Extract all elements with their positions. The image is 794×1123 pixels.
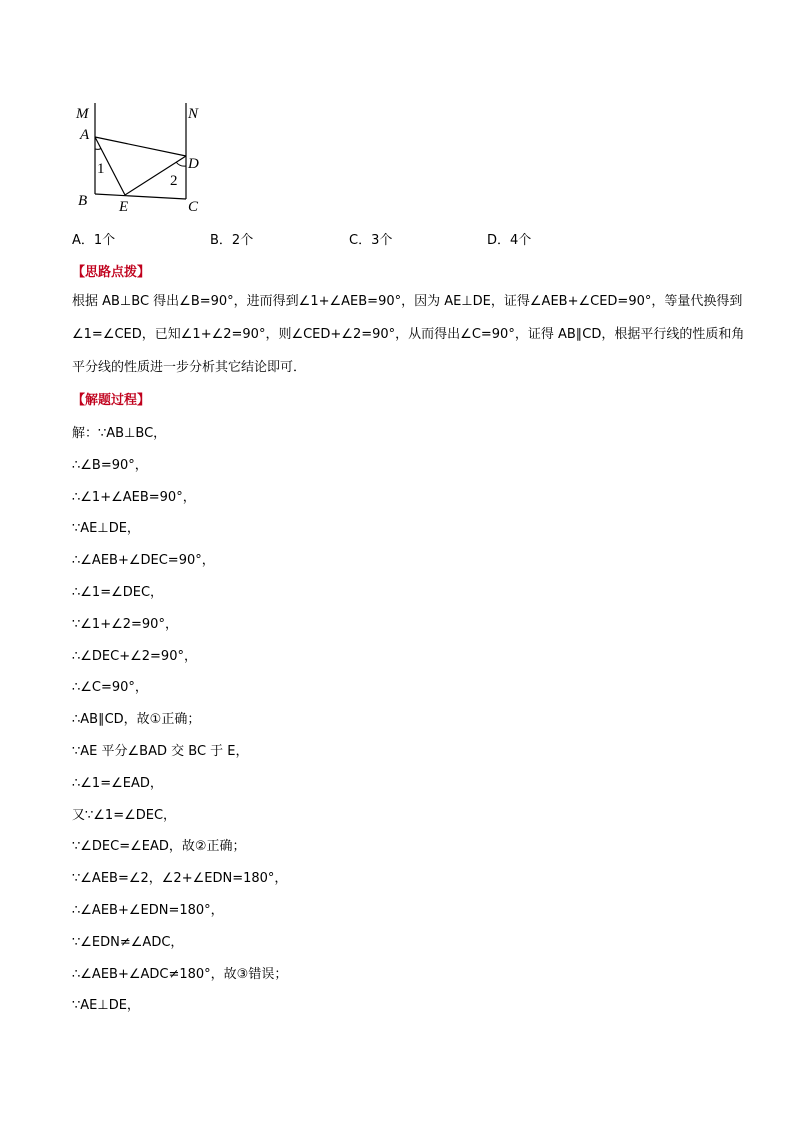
solution-line: ∴∠1=∠DEC， — [72, 584, 164, 600]
choice-a: A．1个 — [72, 233, 116, 248]
solution-line: ∵∠1+∠2=90°， — [72, 616, 178, 632]
solution-line: ∵∠DEC=∠EAD，故②正确； — [72, 839, 246, 855]
label-A: A — [80, 127, 90, 143]
label-N: N — [188, 106, 199, 122]
label-angle-1: 1 — [97, 161, 105, 177]
solution-line: ∵AE⊥DE， — [72, 998, 140, 1014]
solution-line: ∴AB∥CD，故①正确； — [72, 712, 201, 728]
choice-b: B．2个 — [210, 233, 254, 248]
solution-heading: 【解题过程】 — [72, 393, 151, 408]
solution-line: ∵∠EDN≠∠ADC， — [72, 934, 184, 950]
solution-steps — [72, 418, 722, 1022]
label-B: B — [78, 193, 88, 209]
solution-line: ∵∠AEB=∠2，∠2+∠EDN=180°， — [72, 871, 288, 887]
solution-line: ∵AE⊥DE， — [72, 521, 140, 537]
solution-line: ∴∠DEC+∠2=90°， — [72, 648, 197, 664]
solution-line: 解：∵AB⊥BC， — [72, 426, 167, 441]
angle-1-arc — [95, 148, 101, 149]
choice-c: C．3个 — [349, 233, 393, 248]
label-C: C — [188, 199, 199, 215]
solution-line: ∴∠AEB+∠ADC≠180°，故③错误； — [72, 966, 288, 982]
segment-BC — [95, 194, 186, 199]
segment-AD — [95, 137, 186, 156]
solution-line: 又∵∠1=∠DEC， — [72, 807, 177, 823]
solution-line: ∴∠1+∠AEB=90°， — [72, 489, 196, 505]
hint-paragraph — [72, 285, 745, 384]
solution-line: ∴∠AEB+∠EDN=180°， — [72, 902, 224, 918]
solution-line: ∴∠B=90°， — [72, 457, 148, 473]
choice-d: D．4个 — [487, 233, 532, 248]
answer-choices — [0, 229, 794, 249]
solution-line: ∴∠C=90°， — [72, 680, 148, 696]
angle-2-arc — [176, 162, 186, 166]
label-angle-2: 2 — [170, 173, 178, 189]
hint-line: ∠1=∠CED，已知∠1+∠2=90°，则∠CED+∠2=90°，从而得出∠C=90°，证得 AB∥CD，根据平行线的性质和角 — [72, 327, 745, 342]
hint-line: 根据 AB⊥BC 得出∠B=90°，进而得到∠1+∠AEB=90°，因为 AE⊥DE，证得∠AEB+∠CED=90°，等量代换得到 — [72, 294, 743, 309]
label-D: D — [188, 156, 199, 172]
solution-line: ∵AE 平分∠BAD 交 BC 于 E， — [72, 743, 249, 759]
hint-heading: 【思路点拨】 — [72, 265, 151, 280]
label-E: E — [119, 199, 129, 215]
solution-line: ∴∠1=∠EAD， — [72, 775, 163, 791]
label-M: M — [76, 106, 89, 122]
geometry-figure — [70, 98, 230, 220]
solution-line: ∴∠AEB+∠DEC=90°， — [72, 553, 215, 569]
hint-line: 平分线的性质进一步分析其它结论即可． — [72, 360, 307, 375]
